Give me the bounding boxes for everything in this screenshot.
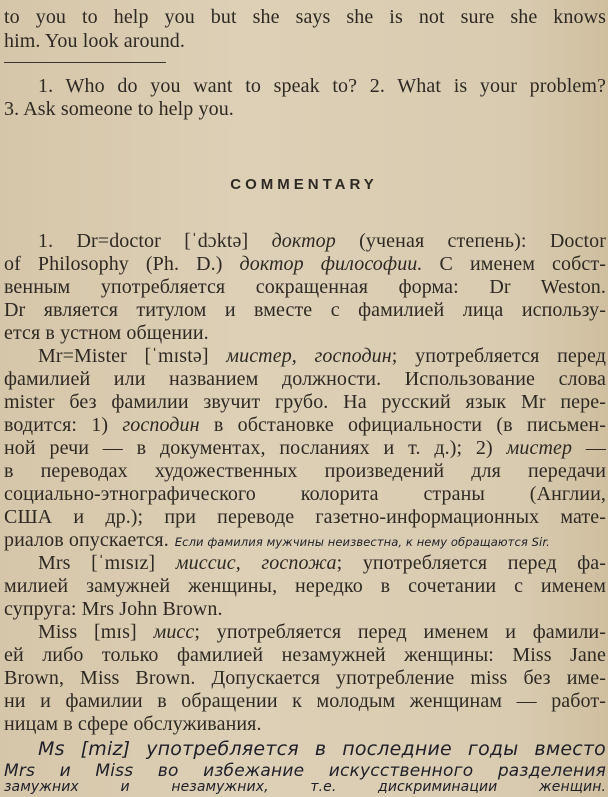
mrs-line-1: Mrs [ˈmɪsɪz] миссис, госпожа; употребляется перед фа-	[38, 552, 606, 574]
miss-line-2: ей либо только фамилией незамужней женщины: Miss Jane	[4, 644, 606, 666]
intro-line-2: him. You look around.	[4, 30, 186, 52]
miss-line-1: Miss [mɪs] мисс; употребляется перед именем и фамили-	[38, 621, 606, 643]
mrs-line-2: милией замужней женщины, нередко в сочетании с именем	[4, 575, 606, 597]
mr-line-6: в переводах художественных произведений для передачи	[4, 460, 606, 482]
mr-line-5: ной речи — в документах, посланиях и т. д.); 2) мистер —	[4, 437, 606, 459]
mr-line-3: mister без фамилии звучит грубо. На русский язык Mr пере-	[4, 391, 606, 413]
mr-line-4: водится: 1) господин в обстановке официальности (в письмен-	[4, 414, 606, 436]
dr-line-4: Dr является титулом и вместе с фамилией лица использу-	[4, 299, 606, 321]
miss-line-5: ницам в сфере обслуживания.	[4, 713, 262, 735]
handwritten-ms-line-1: Ms [miz] употребляется в последние годы вместо	[38, 738, 606, 760]
mr-line-2: фамилией или названием должности. Использование слова	[4, 368, 606, 390]
exercise-line-1: 1. Who do you want to speak to? 2. What is your problem?	[38, 75, 606, 97]
dr-line-5: ется в устном общении.	[4, 322, 209, 344]
intro-line-1: to you to help you but she says she is not sure she knows	[4, 6, 606, 28]
exercise-line-2: 3. Ask someone to help you.	[4, 98, 234, 120]
dr-line-3: венным употребляется сокращенная форма: Dr Weston.	[4, 276, 606, 298]
miss-line-4: ни и фамилии в обращении к молодым женщинам — работ-	[4, 690, 606, 712]
mr-line-8: США и др.); при переводе газетно-информационных мате-	[4, 506, 606, 528]
separator-rule	[4, 62, 166, 63]
handwritten-ms-line-2: Mrs и Miss во избежание искусственного разделения	[4, 761, 606, 781]
miss-line-3: Brown, Miss Brown. Допускается употребление miss без име-	[4, 667, 606, 689]
mrs-line-3: супруга: Mrs John Brown.	[4, 598, 223, 620]
mr-line-7: социально-этнографического колорита страны (Англии,	[4, 483, 606, 505]
commentary-heading: COMMENTARY	[230, 176, 378, 193]
mr-line-1: Mr=Mister [ˈmɪstə] мистер, господин; употребляется перед	[38, 345, 606, 367]
handwritten-ms-line-3: замужних и незамужних, т.е. дискриминации женщин.	[4, 779, 606, 795]
dr-line-1: 1. Dr=doctor [ˈdɔktə] доктор (ученая степень): Doctor	[38, 230, 607, 252]
dr-line-2: of Philosophy (Ph. D.) доктор философии. С именем собст-	[4, 253, 606, 275]
mr-line-9: риалов опускается. Если фамилия мужчины неизвестна, к нему обращаются Sir.	[4, 529, 550, 551]
handwritten-note-sir: Если фамилия мужчины неизвестна, к нему обращаются Sir.	[174, 535, 550, 549]
